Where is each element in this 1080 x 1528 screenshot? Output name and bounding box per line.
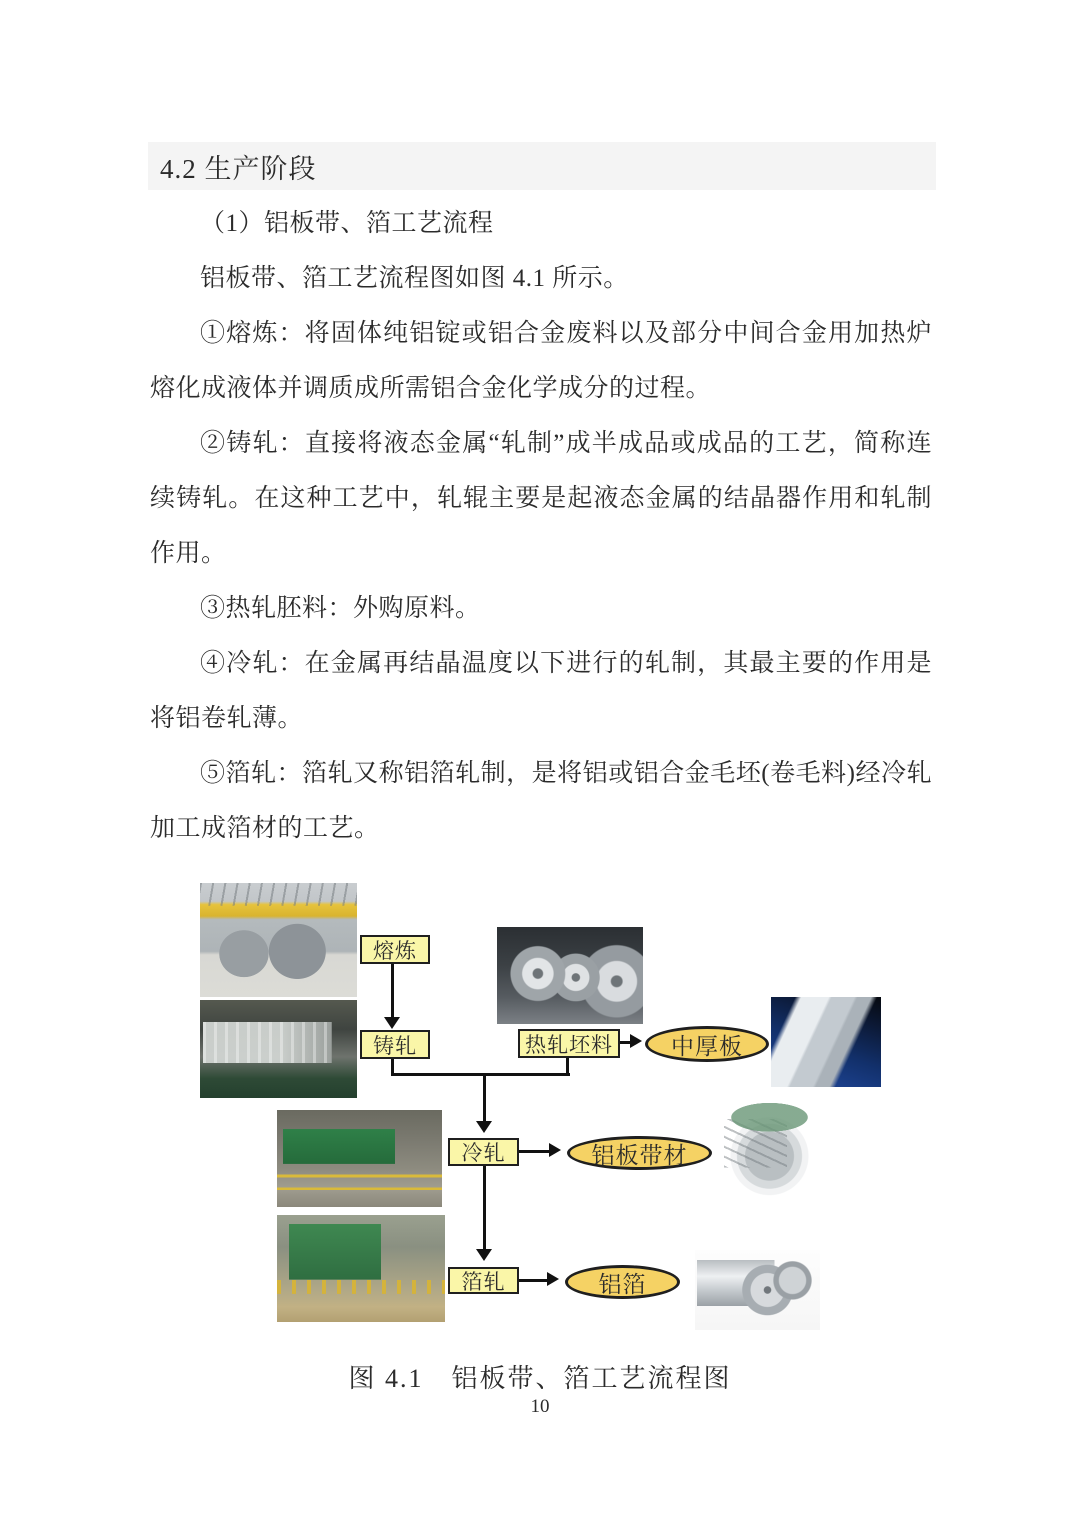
paragraph-foil-rolling: ⑤箔轧：箔轧又称铝箔轧制，是将铝或铝合金毛坯(卷毛料)经冷轧加工成箔材的工艺。 — [150, 760, 932, 842]
connector-melt-cast — [391, 964, 394, 1020]
arrowhead-down-icon — [384, 1017, 400, 1029]
photo-foil-roll — [695, 1250, 820, 1330]
connector-cold-foil — [483, 1166, 486, 1250]
figure-caption: 图 4.1 铝板带、箔工艺流程图 — [348, 1364, 732, 1393]
flow-node-cast-rolling: 铸轧 — [360, 1030, 430, 1059]
photo-smelting-plant — [200, 883, 357, 997]
connector-trunk-cold — [483, 1076, 486, 1122]
photo-cast-rolling-mill — [200, 1000, 357, 1098]
arrowhead-right-icon — [630, 1034, 642, 1048]
arrowhead-down-icon — [476, 1249, 492, 1261]
paragraph-melting: ①熔炼：将固体纯铝锭或铝合金废料以及部分中间合金用加热炉熔化成液体并调质成所需铝合金化学成分的过程。 — [150, 320, 932, 402]
photo-cold-rolling-mill — [277, 1110, 442, 1207]
arrowhead-right-icon — [547, 1272, 559, 1286]
paragraph-cold-rolling: ④冷轧：在金属再结晶温度以下进行的轧制，其最主要的作用是将铝卷轧薄。 — [150, 650, 932, 732]
connector-cold-sheet — [519, 1150, 551, 1153]
photo-sheet-strip — [712, 1100, 827, 1208]
connector-merge-horizontal — [391, 1073, 570, 1076]
arrowhead-down-icon — [476, 1121, 492, 1133]
arrowhead-right-icon — [549, 1143, 561, 1157]
flow-product-foil: 铝箔 — [565, 1265, 680, 1299]
flow-node-foil-rolling: 箔轧 — [448, 1267, 519, 1294]
flow-node-hot-rolled-billet: 热轧坯料 — [518, 1029, 620, 1058]
flow-node-cold-rolling: 冷轧 — [448, 1138, 519, 1166]
connector-foil-product — [519, 1279, 549, 1282]
paragraph-cast-rolling: ②铸轧：直接将液态金属“轧制”成半成品或成品的工艺，简称连续铸轧。在这种工艺中，轧辊主要是起液态金属的结晶器作用和轧制作用。 — [150, 430, 932, 567]
photo-aluminum-coils — [497, 927, 643, 1024]
flow-product-sheet-strip: 铝板带材 — [567, 1136, 712, 1170]
photo-thick-plate — [771, 997, 881, 1087]
connector-hot-down — [566, 1057, 569, 1076]
section-heading-text: 4.2 生产阶段 — [160, 153, 317, 184]
paragraph-intro: 铝板带、箔工艺流程图如图 4.1 所示。 — [200, 265, 629, 292]
flow-product-medium-plate: 中厚板 — [645, 1026, 769, 1062]
paragraph-subheading: （1）铝板带、箔工艺流程 — [200, 210, 494, 237]
page-number: 10 — [530, 1396, 550, 1417]
paragraph-hot-billet: ③热轧胚料：外购原料。 — [200, 595, 481, 622]
photo-foil-rolling-mill — [277, 1215, 445, 1322]
flow-node-melting: 熔炼 — [360, 935, 430, 964]
